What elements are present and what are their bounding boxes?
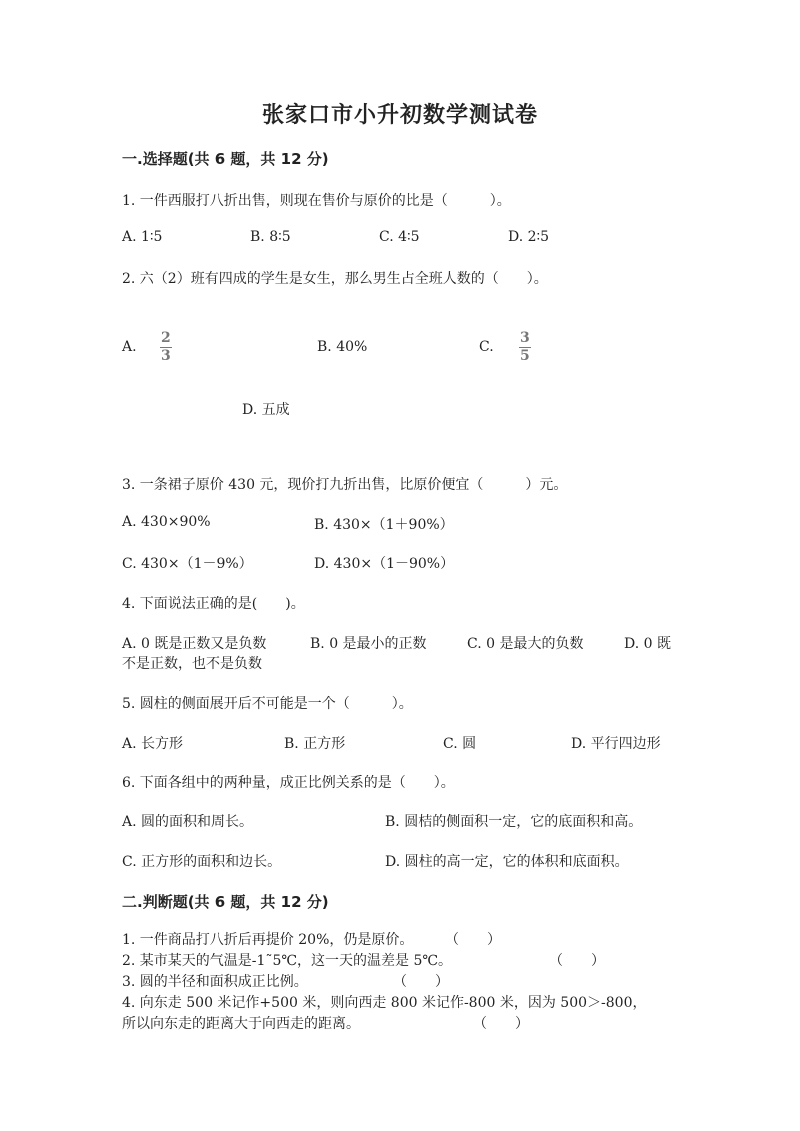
q6-option-b: B. 圆桔的侧面积一定，它的底面积和高。 — [385, 814, 643, 830]
tf-item-3-text: 3. 圆的半径和面积成正比例。 — [122, 974, 308, 990]
q3-option-d: D. 430×（1－90%） — [314, 556, 455, 572]
section-header-choice: 一.选择题(共 6 题，共 12 分) — [122, 150, 329, 168]
tf-item-3-bracket[interactable]: （ ） — [393, 974, 449, 990]
tf-item-1-text: 1. 一件商品打八折后再提价 20%，仍是原价。 — [122, 932, 414, 948]
tf-item-2-bracket[interactable]: （ ） — [549, 953, 605, 969]
q2-option-c-fraction — [519, 331, 531, 364]
question-1-text: 1. 一件西服打八折出售，则现在售价与原价的比是（ ）。 — [122, 193, 511, 209]
tf-item-4-continuation: 所以向东走的距离大于向西走的距离。 — [122, 1016, 360, 1032]
q4-option-c: C. 0 是最大的负数 — [467, 636, 584, 652]
q2-option-a-fraction — [160, 331, 172, 364]
q1-option-a: A. 1∶5 — [122, 229, 163, 245]
q1-option-b: B. 8∶5 — [250, 229, 291, 245]
q3-option-b: B. 430×（1＋90%） — [314, 517, 454, 533]
q2-option-d: D. 五成 — [242, 402, 290, 418]
fraction-denominator: 5 — [520, 348, 530, 364]
question-3-text: 3. 一条裙子原价 430 元，现价打九折出售，比原价便宜（ ）元。 — [122, 477, 568, 493]
q4-option-a: A. 0 既是正数又是负数 — [122, 636, 267, 652]
q2-option-c: C. — [479, 339, 494, 355]
q5-option-c: C. 圆 — [443, 736, 477, 752]
q2-option-a: A. — [122, 339, 137, 355]
q4-option-b: B. 0 是最小的正数 — [310, 636, 427, 652]
q5-option-d: D. 平行四边形 — [571, 736, 661, 752]
fraction-numerator: 2 — [161, 330, 171, 346]
q4-option-d: D. 0 既 — [624, 636, 671, 652]
q6-option-a: A. 圆的面积和周长。 — [122, 814, 254, 830]
tf-item-1-bracket[interactable]: （ ） — [445, 932, 501, 948]
q3-option-c: C. 430×（1－9%） — [122, 556, 253, 572]
q2-option-b: B. 40% — [317, 339, 368, 355]
page-title: 张家口市小升初数学测试卷 — [261, 102, 538, 128]
q1-option-d: D. 2∶5 — [508, 229, 550, 245]
tf-item-4-text: 4. 向东走 500 米记作+500 米，则向西走 800 米记作-800 米，因为 500＞-800， — [122, 995, 647, 1011]
question-5-text: 5. 圆柱的侧面展开后不可能是一个（ ）。 — [122, 696, 413, 712]
q5-option-b: B. 正方形 — [284, 736, 346, 752]
tf-item-4-bracket[interactable]: （ ） — [473, 1016, 529, 1032]
question-6-text: 6. 下面各组中的两种量，成正比例关系的是（ ）。 — [122, 775, 455, 791]
q3-option-a: A. 430×90% — [122, 514, 211, 530]
section-header-true-false: 二.判断题(共 6 题，共 12 分) — [122, 893, 329, 911]
question-4-text: 4. 下面说法正确的是( )。 — [122, 596, 305, 612]
question-2-text: 2. 六（2）班有四成的学生是女生，那么男生占全班人数的（ ）。 — [122, 271, 548, 287]
q1-option-c: C. 4∶5 — [379, 229, 420, 245]
q4-option-d-continuation: 不是正数，也不是负数 — [122, 656, 262, 672]
q6-option-d: D. 圆柱的高一定，它的体积和底面积。 — [385, 854, 629, 870]
q6-option-c: C. 正方形的面积和边长。 — [122, 854, 282, 870]
q5-option-a: A. 长方形 — [122, 736, 184, 752]
fraction-numerator: 3 — [520, 330, 530, 346]
fraction-denominator: 3 — [161, 348, 171, 364]
tf-item-2-text: 2. 某市某天的气温是-1˜5℃，这一天的温差是 5℃。 — [122, 953, 453, 969]
